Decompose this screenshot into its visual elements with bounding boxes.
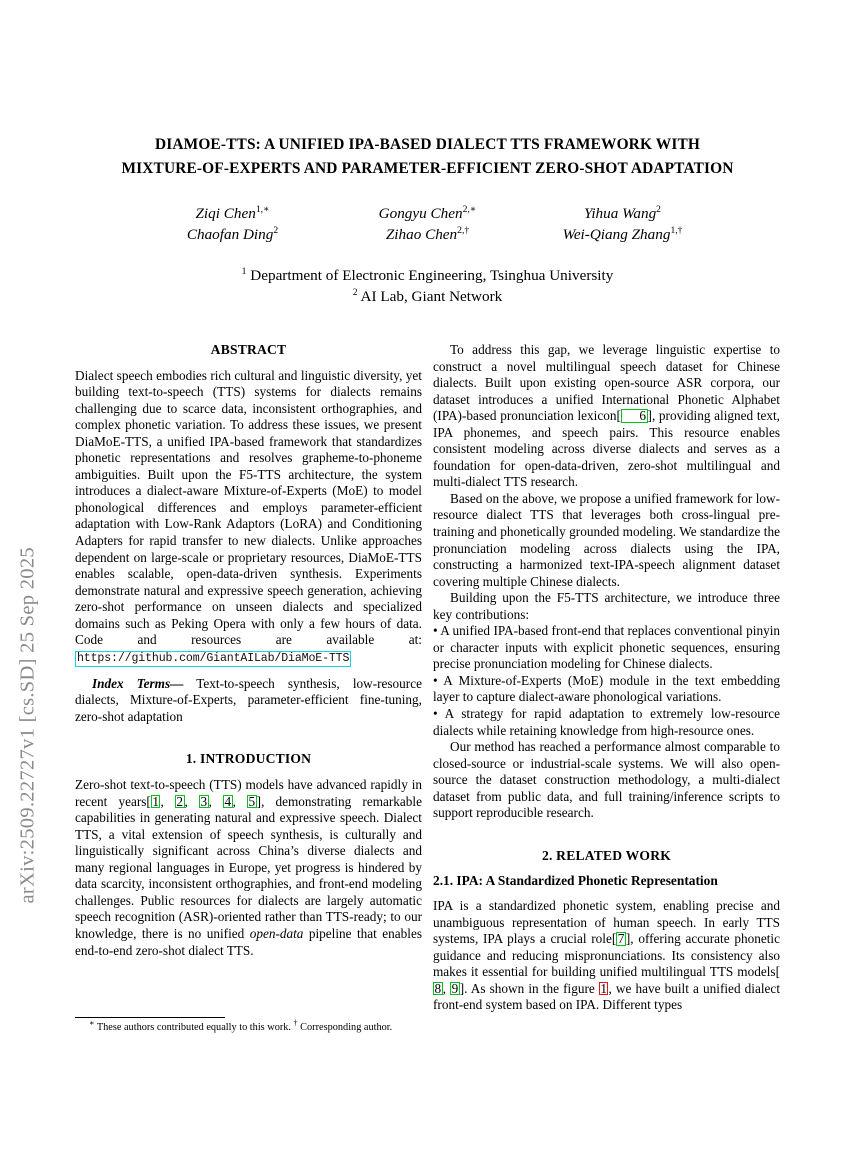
author-ziqi-chen xyxy=(135,203,330,224)
right-column xyxy=(433,342,780,1014)
author-name: Wei-Qiang Zhang xyxy=(562,226,671,243)
affiliation-text: AI Lab, Giant Network xyxy=(360,288,503,305)
footnote xyxy=(75,1018,422,1034)
intro-paragraph-3: Based on the above, we propose a unified framework for low-resource dialect TTS that leverages both cross-lingual pre-training and phonetically grounded modeling. We standardize the pronunciation modeling across dialects using the IPA, constructing a harmonized text-IPA-speech alignment dataset covering multiple Chinese dialects. xyxy=(433,490,780,589)
citation-9[interactable]: 9 xyxy=(451,980,459,996)
author-name: Gongyu Chen xyxy=(378,205,463,222)
paper-title-line-1: DIAMOE-TTS: A UNIFIED IPA-BASED DIALECT TTS FRAMEWORK WITH xyxy=(154,136,701,153)
intro-p2-text-a: To address this gap, we leverage linguistic expertise to construct a novel multilingual speech dataset for Chinese dialects. Built upon existing open-source ASR corpora, our dataset introduces a unified International Phonetic Alphabet (IPA)-based pronunciation lexicon[ xyxy=(433,342,780,424)
citation-4[interactable]: 4 xyxy=(224,793,232,809)
intro-paragraph-5: Our method has reached a performance almost comparable to closed-source or industrial-scale systems. We will also open-source the dataset construction methodology, a multi-dialect dataset from public data, and full training/inference scripts to support reproducible research. xyxy=(433,739,780,821)
index-terms xyxy=(75,676,422,726)
author-affiliation-marker: 1,∗ xyxy=(255,203,270,215)
related-work-paragraph-1: IPA is a standardized phonetic system, enabling precise and unambiguous representation of human speech. In early TTS systems, IPA plays a crucial role[ 7 ], offering accurate phonetic guidance and reducing mispronunciations. Its consistency also makes it essential for building unified multilingual TTS models[8 , 9 ]. As shown in the figure 1 , we have built a unified dialect front-end system based on IPA. Different types xyxy=(433,897,780,1013)
intro-p1-text-c: pipeline that enables end-to-end zero-shot dialect TTS. xyxy=(75,925,422,958)
author-name: Zihao Chen xyxy=(385,226,458,243)
citation-8[interactable]: 8 xyxy=(434,980,442,996)
intro-paragraph-4: Building upon the F5-TTS architecture, we introduce three key contributions: xyxy=(433,590,780,622)
author-name: Chaofan Ding xyxy=(186,226,274,243)
citation-7[interactable]: 7 xyxy=(617,931,625,947)
author-chaofan-ding xyxy=(135,224,330,245)
affiliation-1 xyxy=(75,265,780,286)
index-terms-text: Text-to-speech synthesis, low-resource dialects, Mixture-of-Experts, parameter-efficient fine-tuning, zero-shot adaptation xyxy=(75,675,422,724)
author-affiliation-marker: 2 xyxy=(656,203,661,215)
author-gongyu-chen xyxy=(330,203,525,224)
author-affiliation-marker: 2 xyxy=(273,224,279,236)
author-yihua-wang xyxy=(525,203,720,224)
author-name: Ziqi Chen xyxy=(195,205,256,222)
author-row xyxy=(75,224,780,245)
footnote-text-corresponding-author: Corresponding author. xyxy=(300,1022,393,1033)
affiliation-marker: 1 xyxy=(241,265,247,277)
citation-1[interactable]: 1 xyxy=(152,793,159,809)
section-heading-introduction: 1. INTRODUCTION xyxy=(185,751,312,767)
intro-paragraph-2 xyxy=(433,342,780,491)
paper-title xyxy=(75,133,780,181)
intro-p1-text-a: Zero-shot text-to-speech (TTS) models have advanced rapidly in recent years[ xyxy=(75,777,422,809)
rw-p1-text-d: , we have built a unified dialect front-end system based on IPA. Different types xyxy=(433,980,780,1013)
abstract-heading: ABSTRACT xyxy=(210,342,287,357)
footnote-marker-dagger: † xyxy=(293,1018,298,1028)
citation-6[interactable]: 6 xyxy=(621,409,648,423)
author-affiliation-marker: 2,∗ xyxy=(462,203,477,215)
affiliation-list xyxy=(75,265,780,307)
intro-p1-emphasis: open-data xyxy=(249,925,304,941)
section-heading-related-work: 2. RELATED WORK xyxy=(541,847,671,863)
citation-2[interactable]: 2 xyxy=(176,793,184,809)
intro-p1-text-b: ], demonstrating remarkable capabilities in generating natural and expressive speech. Dialect TTS, a vital extension of speech synthesis, is culturally and linguistically significant across China’s diverse dialects and many regional languages in Europe, yet progress is hindered by data scarcity, inconsistent orthographies, and front-end modeling challenges. Public resources for dialects are largely automatic speech recognition (ASR)-oriented rather than TTS-ready; to our knowledge, there is no unified xyxy=(75,793,422,941)
author-wei-qiang-zhang xyxy=(525,224,720,245)
affiliation-text: Department of Electronic Engineering, Tsinghua University xyxy=(250,267,614,284)
abstract-text: Dialect speech embodies rich cultural and linguistic diversity, yet building text-to-speech (TTS) systems for dialects remains challenging due to scarce data, inconsistent orthographies, and complex phonetic variation. To address these issues, we present DiaMoE-TTS, a unified IPA-based framework that standardizes phonetic representations and resolves grapheme-to-phoneme ambiguities. Built upon the F5-TTS architecture, the system introduces a dialect-aware Mixture-of-Experts (MoE) to model phonological differences and employs parameter-efficient adaptation with Low-Rank Adaptors (LoRA) and Conditioning Adapters for rapid transfer to new dialects. Unlike approaches dependent on large-scale or proprietary resources, DiaMoE-TTS enables scalable, open-data-driven synthesis. Experiments demonstrate natural and expressive speech generation, achieving zero-shot performance on unseen dialects and specialized domains such as Peking Opera with only a few hours of data. Code and resources are available at: xyxy=(75,367,422,648)
affiliation-2 xyxy=(75,286,780,307)
abstract-body xyxy=(75,368,422,667)
contribution-bullet-1: • A unified IPA-based front-end that replaces conventional pinyin or character inputs with explicit phonetic sequences, ensuring precise pronunciation modeling for Chinese dialects. xyxy=(433,623,780,672)
left-column xyxy=(75,342,422,959)
intro-paragraph-1: Zero-shot text-to-speech (TTS) models have advanced rapidly in recent years[ 1 , 2 , 3 , 4 , 5 ], demonstrating remarkable capabilities in generating natural and expressive speech. Dialect TTS, a vital extension of speech synthesis, is culturally and linguistically significant across China’s diverse dialects and many regional languages in Europe, yet progress is hindered by data scarcity, inconsistent orthographies, and front-end modeling challenges. Public resources for dialects are largely automatic speech recognition (ASR)-oriented rather than TTS-ready; to our knowledge, there is no unified open-data pipeline that enables end-to-end zero-shot dialect TTS. xyxy=(75,777,422,958)
paper-title-line-2: MIXTURE-OF-EXPERTS AND PARAMETER-EFFICIENT ZERO-SHOT ADAPTATION xyxy=(121,160,734,177)
citation-3[interactable]: 3 xyxy=(200,793,208,809)
project-url-link[interactable]: https://github.com/GiantAILab/DiaMoE-TTS xyxy=(77,651,350,665)
author-name: Yihua Wang xyxy=(584,205,657,222)
index-terms-label: Index Terms— xyxy=(92,675,184,691)
footnote-separator xyxy=(75,1017,225,1018)
author-list xyxy=(75,203,780,245)
arxiv-stamp-text: arXiv:2509.22727v1 [cs.SD] 25 Sep 2025 xyxy=(16,547,39,904)
citation-5[interactable]: 5 xyxy=(248,793,256,809)
author-affiliation-marker: 2,† xyxy=(457,224,470,236)
subsection-heading-ipa: 2.1. IPA: A Standardized Phonetic Representation xyxy=(433,873,718,889)
rw-p1-text-a: IPA is a standardized phonetic system, enabling precise and unambiguous representation of human speech. In early TTS systems, IPA plays a crucial role[ xyxy=(433,897,780,947)
rw-p1-text-c: ]. As shown in the figure xyxy=(459,980,599,996)
figure-reference-1[interactable]: 1 xyxy=(600,980,607,996)
contribution-bullet-3: • A strategy for rapid adaptation to extremely low-resource dialects while retaining knowledge from high-resource ones. xyxy=(433,706,780,738)
intro-p2-text-b: ], providing aligned text, IPA phonemes, and speech pairs. This resource enables consistent modeling across diverse dialects and serves as a foundation for open-data-driven, zero-shot multilingual and multi-dialect TTS research. xyxy=(433,408,780,490)
footnote-text-equal-contribution: These authors contributed equally to this work. xyxy=(96,1022,291,1033)
contribution-bullet-2: • A Mixture-of-Experts (MoE) module in the text embedding layer to capture dialect-aware phonological variations. xyxy=(433,672,780,705)
author-row xyxy=(75,203,780,224)
author-zihao-chen xyxy=(330,224,525,245)
footnote-marker-asterisk: ∗ xyxy=(89,1018,95,1028)
affiliation-marker: 2 xyxy=(352,286,358,298)
author-affiliation-marker: 1,† xyxy=(670,224,683,236)
rw-p1-text-b: ], offering accurate phonetic guidance and reducing mispronunciations. Its consistency also makes it essential for building unified multilingual TTS models[ xyxy=(433,931,780,980)
page-title xyxy=(75,133,780,181)
